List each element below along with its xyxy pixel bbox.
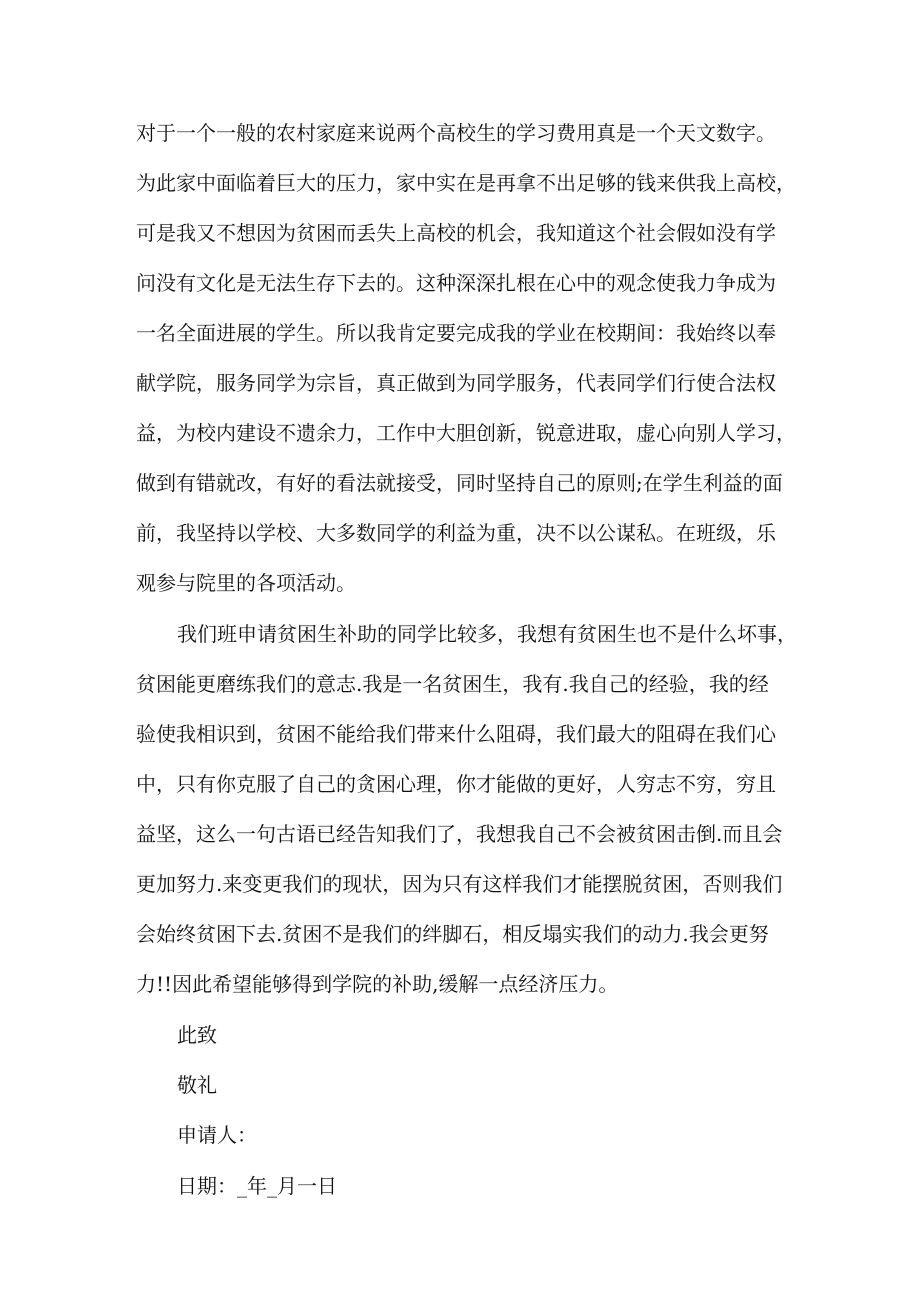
paragraph-2-line-3: 验使我相识到，贫困不能给我们带来什么阻碍，我们最大的阻碍在我们心 (136, 722, 776, 746)
paragraph-1-line-1: 对于一个一般的农村家庭来说两个高校生的学习费用真是一个天文数字。 (136, 121, 776, 145)
paragraph-1-line-8: 做到有错就改，有好的看法就接受，同时坚持自己的原则;在学生利益的面 (136, 471, 783, 495)
applicant-label: 申请人： (177, 1123, 257, 1147)
paragraph-1-line-6: 献学院，服务同学为宗旨，真正做到为同学服务，代表同学们行使合法权 (136, 371, 776, 395)
date-line: 日期：_年_月一日 (177, 1174, 337, 1198)
paragraph-2-line-2: 贫困能更磨练我们的意志.我是一名贫困生，我有.我自己的经验，我的经 (136, 672, 769, 696)
paragraph-2-line-7: 会始终贫困下去.贫困不是我们的绊脚石，相反塌实我们的动力.我会更努 (136, 922, 769, 946)
paragraph-2-line-8: 力!!因此希望能够得到学院的补助,缓解一点经济压力。 (136, 972, 619, 996)
paragraph-2-line-6: 更加努力.来变更我们的现状，因为只有这样我们才能摆脱贫困，否则我们 (136, 872, 783, 896)
closing-regards: 敬礼 (177, 1073, 217, 1097)
paragraph-1-line-2: 为此家中面临着巨大的压力，家中实在是再拿不出足够的钱来供我上高校， (136, 171, 796, 195)
paragraph-1-line-3: 可是我又不想因为贫困而丢失上高校的机会，我知道这个社会假如没有学 (136, 221, 776, 245)
paragraph-2-line-5: 益坚，这么一句古语已经告知我们了，我想我自己不会被贫困击倒.而且会 (136, 822, 783, 846)
paragraph-1-line-10: 观参与院里的各项活动。 (136, 571, 356, 595)
paragraph-1-line-9: 前，我坚持以学校、大多数同学的利益为重，决不以公谋私。在班级，乐 (136, 521, 776, 545)
paragraph-1-line-4: 问没有文化是无法生存下去的。这种深深扎根在心中的观念使我力争成为 (136, 271, 776, 295)
closing-salutation: 此致 (177, 1023, 217, 1047)
paragraph-2-line-4: 中，只有你克服了自己的贪困心理，你才能做的更好，人穷志不穷，穷且 (136, 772, 776, 796)
paragraph-1-line-7: 益，为校内建设不遗余力，工作中大胆创新，锐意进取，虚心向别人学习， (136, 421, 796, 445)
paragraph-2-line-1: 我们班申请贫困生补助的同学比较多，我想有贫困生也不是什么坏事， (177, 622, 797, 646)
paragraph-1-line-5: 一名全面进展的学生。所以我肯定要完成我的学业在校期间：我始终以奉 (136, 321, 776, 345)
